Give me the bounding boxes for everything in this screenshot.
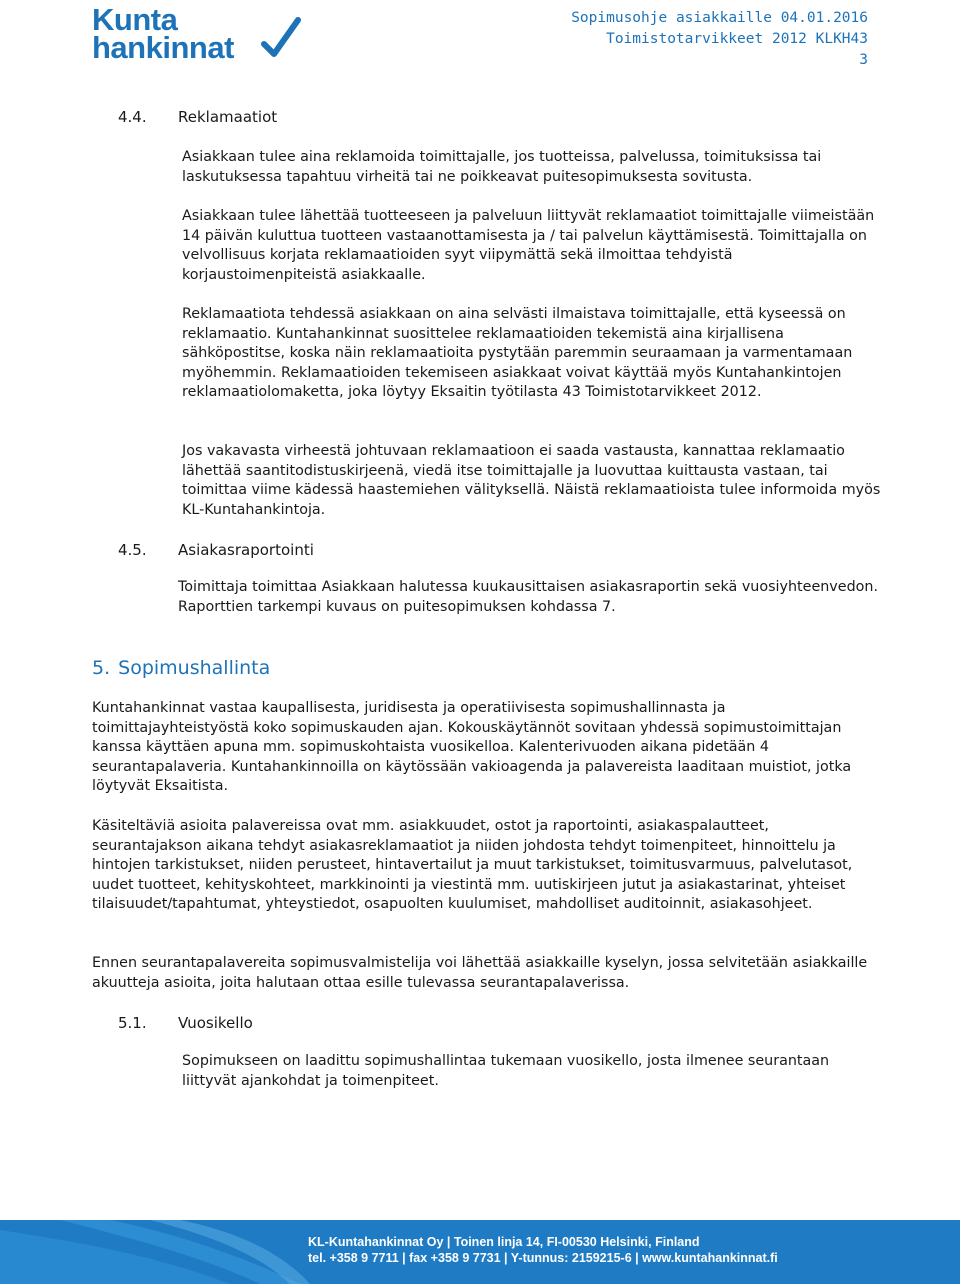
page-number: 3	[859, 52, 868, 68]
doc-subtitle: Toimistotarvikkeet 2012 KLKH43	[606, 31, 868, 47]
paragraph: Reklamaatiota tehdessä asiakkaan on aina selvästi ilmaistava toimittajalle, että kyseessä on reklamaatio. Kuntahankinnat suosittelee reklamaatioiden tekemistä aina kirjallisena sähköpostitse, koska näin reklamaatioita pystytään paremmin seuraamaan ja varmentamaan myöhemmin. Reklamaatioiden tekemiseen asiakkaat voivat käyttää myös Kuntahankintojen reklamaatiolomaketta, joka löytyy Eksaitin työtilasta 43 Toimistotarvikkeet 2012.	[182, 306, 853, 401]
logo-line1: Kunta	[92, 2, 178, 37]
section-number: 4.5.	[118, 541, 147, 559]
paragraph: Sopimukseen on laadittu sopimushallintaa tukemaan vuosikello, josta ilmenee seurantaan liittyvät ajankohdat ja toimenpiteet.	[182, 1053, 830, 1089]
section-title: Sopimushallinta	[118, 657, 271, 679]
section-number: 5.	[92, 657, 111, 679]
paragraph: Toimittaja toimittaa Asiakkaan halutessa kuukausittaisen asiakasraportin sekä vuosiyhteenvedon. Raporttien tarkempi kuvaus on puitesopimuksen kohdassa 7.	[178, 579, 878, 615]
paragraph: Ennen seurantapalavereita sopimusvalmistelija voi lähettää asiakkaille kyselyn, jossa selvitetään asiakkaille akuutteja asioita, joita halutaan ottaa esille tulevassa seurantapalaverissa.	[92, 955, 868, 991]
section-number: 4.4.	[118, 108, 147, 126]
logo-wordmark	[92, 2, 234, 65]
section-title: Asiakasraportointi	[178, 541, 314, 559]
footer-contact	[308, 1234, 778, 1266]
section-title: Reklamaatiot	[178, 108, 278, 126]
logo-line2: hankinnat	[92, 30, 234, 65]
section-title: Vuosikello	[178, 1014, 253, 1032]
footer-phone-web: tel. +358 9 7711 | fax +358 9 7731 | Y-tunnus: 2159215-6 | www.kuntahankinnat.fi	[308, 1251, 778, 1265]
paragraph: Kuntahankinnat vastaa kaupallisesta, juridisesta ja operatiivisesta sopimushallinnasta ja toimittajayhteistyöstä koko sopimuskauden ajan. Kokouskäytännöt sovitaan yhdessä sopimustoimittajan kanssa käyttäen apuna mm. sopimuskohtaista vuosikelloa. Kalenterivuoden aikana pidetään 4 seurantapalaveria. Kuntahankinnoilla on käytössään vakioagenda ja palavereista laaditaan muistiot, jotka löytyvät Eksaitista.	[92, 700, 852, 795]
logo-check-icon	[258, 14, 302, 62]
document-header-info	[571, 8, 868, 71]
paragraph: Jos vakavasta virheestä johtuvaan reklamaatioon ei saada vastausta, kannattaa reklamaatio lähettää saantitodistuskirjeenä, viedä itse toimittajalle ja luovuttaa kuittausta vastaan, tai toimittaa viime kädessä haastemiehen välityksellä. Näistä reklamaatioista tulee informoida myös KL-Kuntahankintoja.	[182, 443, 881, 518]
paragraph: Asiakkaan tulee aina reklamoida toimittajalle, jos tuotteissa, palvelussa, toimituksissa tai laskutuksessa tapahtuu virheitä tai ne poikkeavat puitesopimuksesta sovitusta.	[182, 149, 822, 185]
footer-address: KL-Kuntahankinnat Oy | Toinen linja 14, FI-00530 Helsinki, Finland	[308, 1235, 700, 1249]
section-heading-5-1	[118, 1013, 253, 1033]
section-heading-5	[92, 656, 270, 680]
section-heading-4-4	[118, 107, 277, 127]
section-number: 5.1.	[118, 1014, 147, 1032]
paragraph: Käsiteltäviä asioita palavereissa ovat mm. asiakkuudet, ostot ja raportointi, asiakaspalautteet, seurantajakson aikana tehdyt asiakasreklamaatiot ja niiden johdosta tehdyt toimenpiteet, hinnoittelu ja hintojen tarkistukset, niiden perusteet, hintavertailut ja muut tarkistukset, toimitusvarmuus, palvelutasot, uudet tuotteet, kehityskohteet, markkinointi ja viestintä mm. uutiskirjeen jutut ja asiakastarinat, yhteiset tilaisuudet/tapahtumat, yhteystiedot, osapuolten kuulumiset, mahdolliset auditoinnit, asiakasohjeet.	[92, 818, 853, 913]
paragraph: Asiakkaan tulee lähettää tuotteeseen ja palveluun liittyvät reklamaatiot toimittajalle viimeistään 14 päivän kuluttua tuotteen vastaanottamisesta ja / tai palvelun käyttämisestä. Toimittajalla on velvollisuus korjata reklamaatioiden syyt viipymättä sekä ilmoittaa tehdyistä korjaustoimenpiteistä asiakkaalle.	[182, 208, 875, 283]
page-footer	[0, 1220, 960, 1284]
doc-title: Sopimusohje asiakkaille 04.01.2016	[571, 10, 868, 26]
section-heading-4-5	[118, 540, 314, 560]
kuntahankinnat-logo	[92, 2, 307, 68]
